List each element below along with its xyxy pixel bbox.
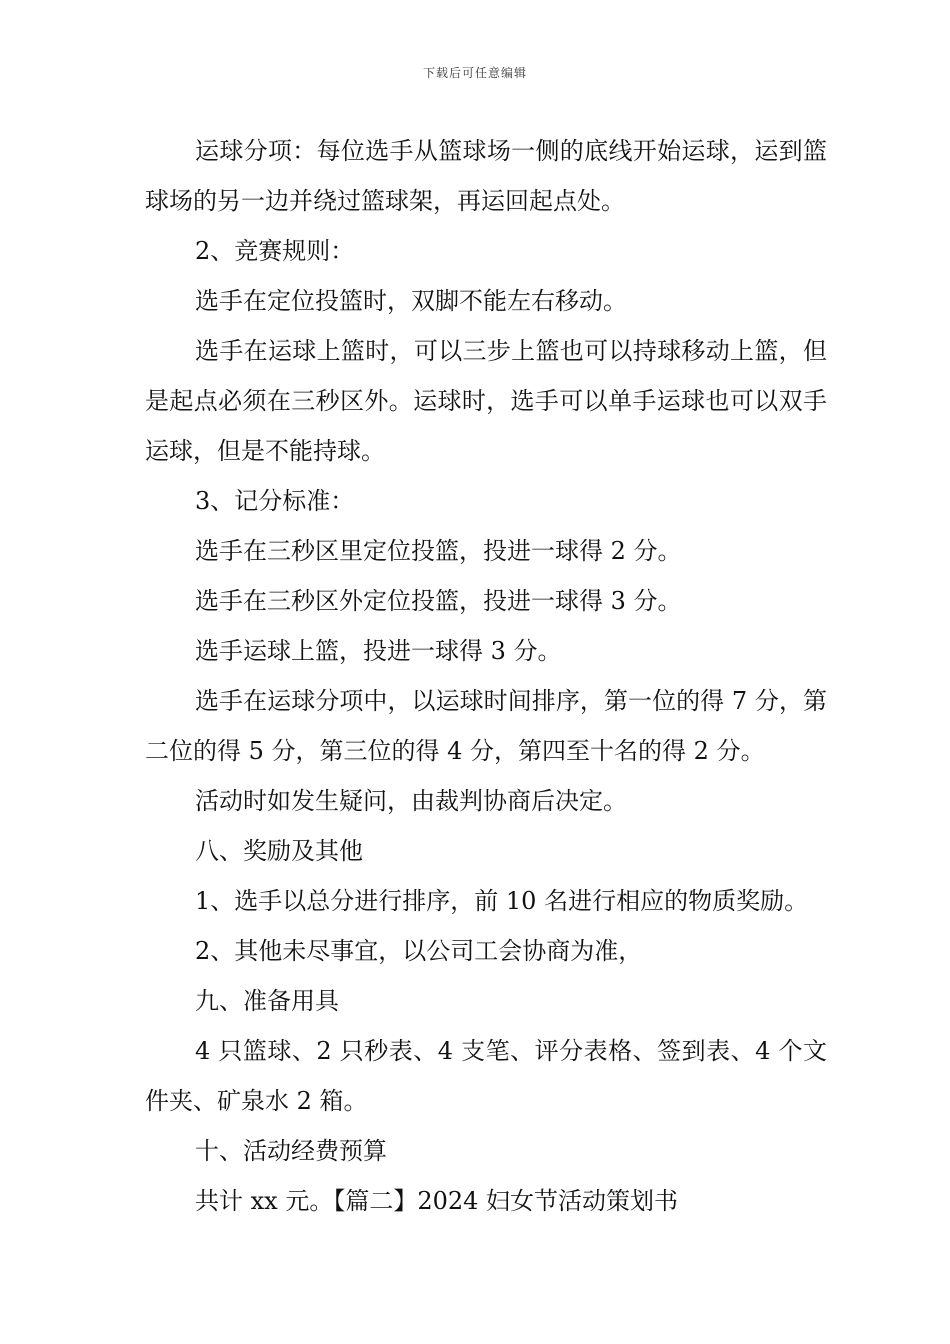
paragraph-equipment-list: 4 只篮球、2 只秒表、4 支笔、评分表格、签到表、4 个文件夹、矿泉水 2 箱。 bbox=[145, 1037, 827, 1115]
heading-competition-rules: 2、竞赛规则： bbox=[195, 237, 355, 265]
heading-scoring-standard: 3、记分标准： bbox=[195, 487, 355, 515]
document-body bbox=[145, 126, 827, 1226]
paragraph-budget-total: 共计 xx 元。【篇二】2024 妇女节活动策划书 bbox=[195, 1187, 679, 1215]
paragraph-disputes: 活动时如发生疑问，由裁判协商后决定。 bbox=[195, 787, 627, 815]
paragraph-score-layup: 选手运球上篮，投进一球得 3 分。 bbox=[195, 637, 562, 665]
heading-awards: 八、奖励及其他 bbox=[195, 837, 363, 865]
paragraph-score-outside: 选手在三秒区外定位投篮，投进一球得 3 分。 bbox=[195, 587, 682, 615]
heading-budget: 十、活动经费预算 bbox=[195, 1137, 387, 1165]
heading-equipment: 九、准备用具 bbox=[195, 987, 339, 1015]
page-header: 下载后可任意编辑 bbox=[422, 66, 527, 80]
paragraph-rule-layup: 选手在运球上篮时，可以三步上篮也可以持球移动上篮，但是起点必须在三秒区外。运球时，选手可以单手运球也可以双手运球，但是不能持球。 bbox=[145, 337, 827, 465]
paragraph-awards-ranking: 1、选手以总分进行排序，前 10 名进行相应的物质奖励。 bbox=[195, 887, 809, 915]
paragraph-rule-shooting: 选手在定位投篮时，双脚不能左右移动。 bbox=[195, 287, 627, 315]
paragraph-dribble-item: 运球分项：每位选手从篮球场一侧的底线开始运球，运到篮球场的另一边并绕过篮球架，再运回起点处。 bbox=[145, 137, 827, 215]
paragraph-score-inside: 选手在三秒区里定位投篮，投进一球得 2 分。 bbox=[195, 537, 682, 565]
paragraph-score-dribble: 选手在运球分项中，以运球时间排序，第一位的得 7 分，第二位的得 5 分，第三位的得 4 分，第四至十名的得 2 分。 bbox=[145, 687, 827, 765]
paragraph-awards-other: 2、其他未尽事宜，以公司工会协商为准， bbox=[195, 937, 643, 965]
